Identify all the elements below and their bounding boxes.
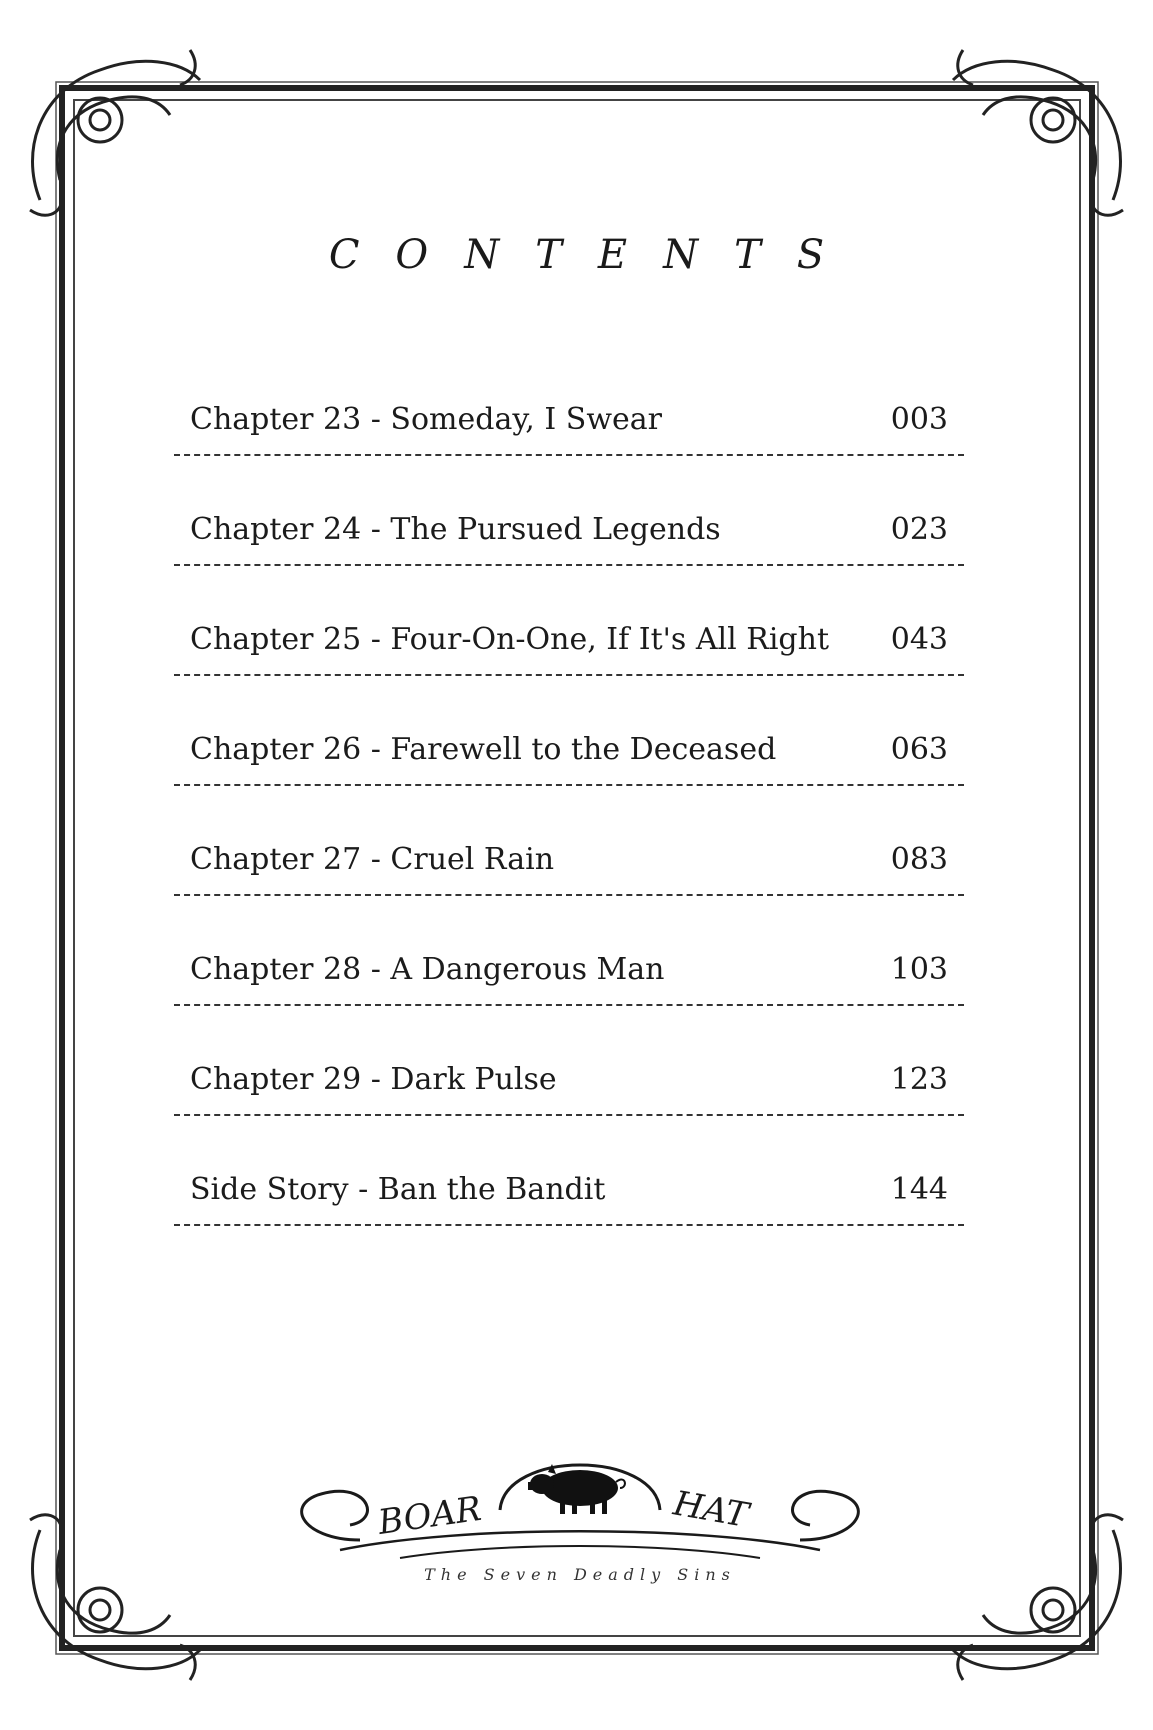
toc-entry[interactable] [174, 822, 964, 932]
toc-entry[interactable] [174, 932, 964, 1042]
toc-entry-page: 083 [890, 842, 948, 877]
dashed-divider [174, 1224, 964, 1226]
toc-entry-page: 023 [890, 512, 948, 547]
toc-entry[interactable] [174, 492, 964, 602]
toc-entry-label: Chapter 23 - Someday, I Swear [190, 402, 662, 437]
toc-entry-label: Chapter 25 - Four-On-One, If It's All Right [190, 622, 829, 657]
toc-entry-label: Chapter 26 - Farewell to the Deceased [190, 732, 777, 767]
dashed-divider [174, 784, 964, 786]
toc-entry-label: Side Story - Ban the Bandit [190, 1172, 606, 1207]
dashed-divider [174, 1114, 964, 1116]
logo-tagline: The Seven Deadly Sins [424, 1565, 736, 1584]
page-title: CONTENTS [328, 232, 861, 278]
toc-entry[interactable] [174, 602, 964, 712]
toc-entry-page: 003 [890, 402, 948, 437]
toc-entry-page: 063 [890, 732, 948, 767]
toc-entry-page: 144 [890, 1172, 948, 1207]
dashed-divider [174, 894, 964, 896]
logo-right-word: HAT [670, 1483, 752, 1536]
toc-entry[interactable] [174, 382, 964, 492]
dashed-divider [174, 1004, 964, 1006]
toc-entry-label: Chapter 27 - Cruel Rain [190, 842, 555, 877]
boar-hat-logo [0, 1430, 1153, 1610]
dashed-divider [174, 564, 964, 566]
toc-entry[interactable] [174, 1042, 964, 1152]
toc-entry[interactable] [174, 1152, 964, 1262]
toc-entry[interactable] [174, 712, 964, 822]
toc-entry-page: 123 [890, 1062, 948, 1097]
toc-entry-label: Chapter 28 - A Dangerous Man [190, 952, 665, 987]
pig-icon [528, 1464, 625, 1514]
boar-hat-emblem [280, 1430, 880, 1610]
logo-left-word: BOAR [375, 1488, 484, 1543]
dashed-divider [174, 454, 964, 456]
toc-entry-page: 043 [890, 622, 948, 657]
toc-entry-page: 103 [890, 952, 948, 987]
toc-entry-label: Chapter 24 - The Pursued Legends [190, 512, 721, 547]
dashed-divider [174, 674, 964, 676]
table-of-contents [174, 382, 964, 1262]
toc-entry-label: Chapter 29 - Dark Pulse [190, 1062, 557, 1097]
